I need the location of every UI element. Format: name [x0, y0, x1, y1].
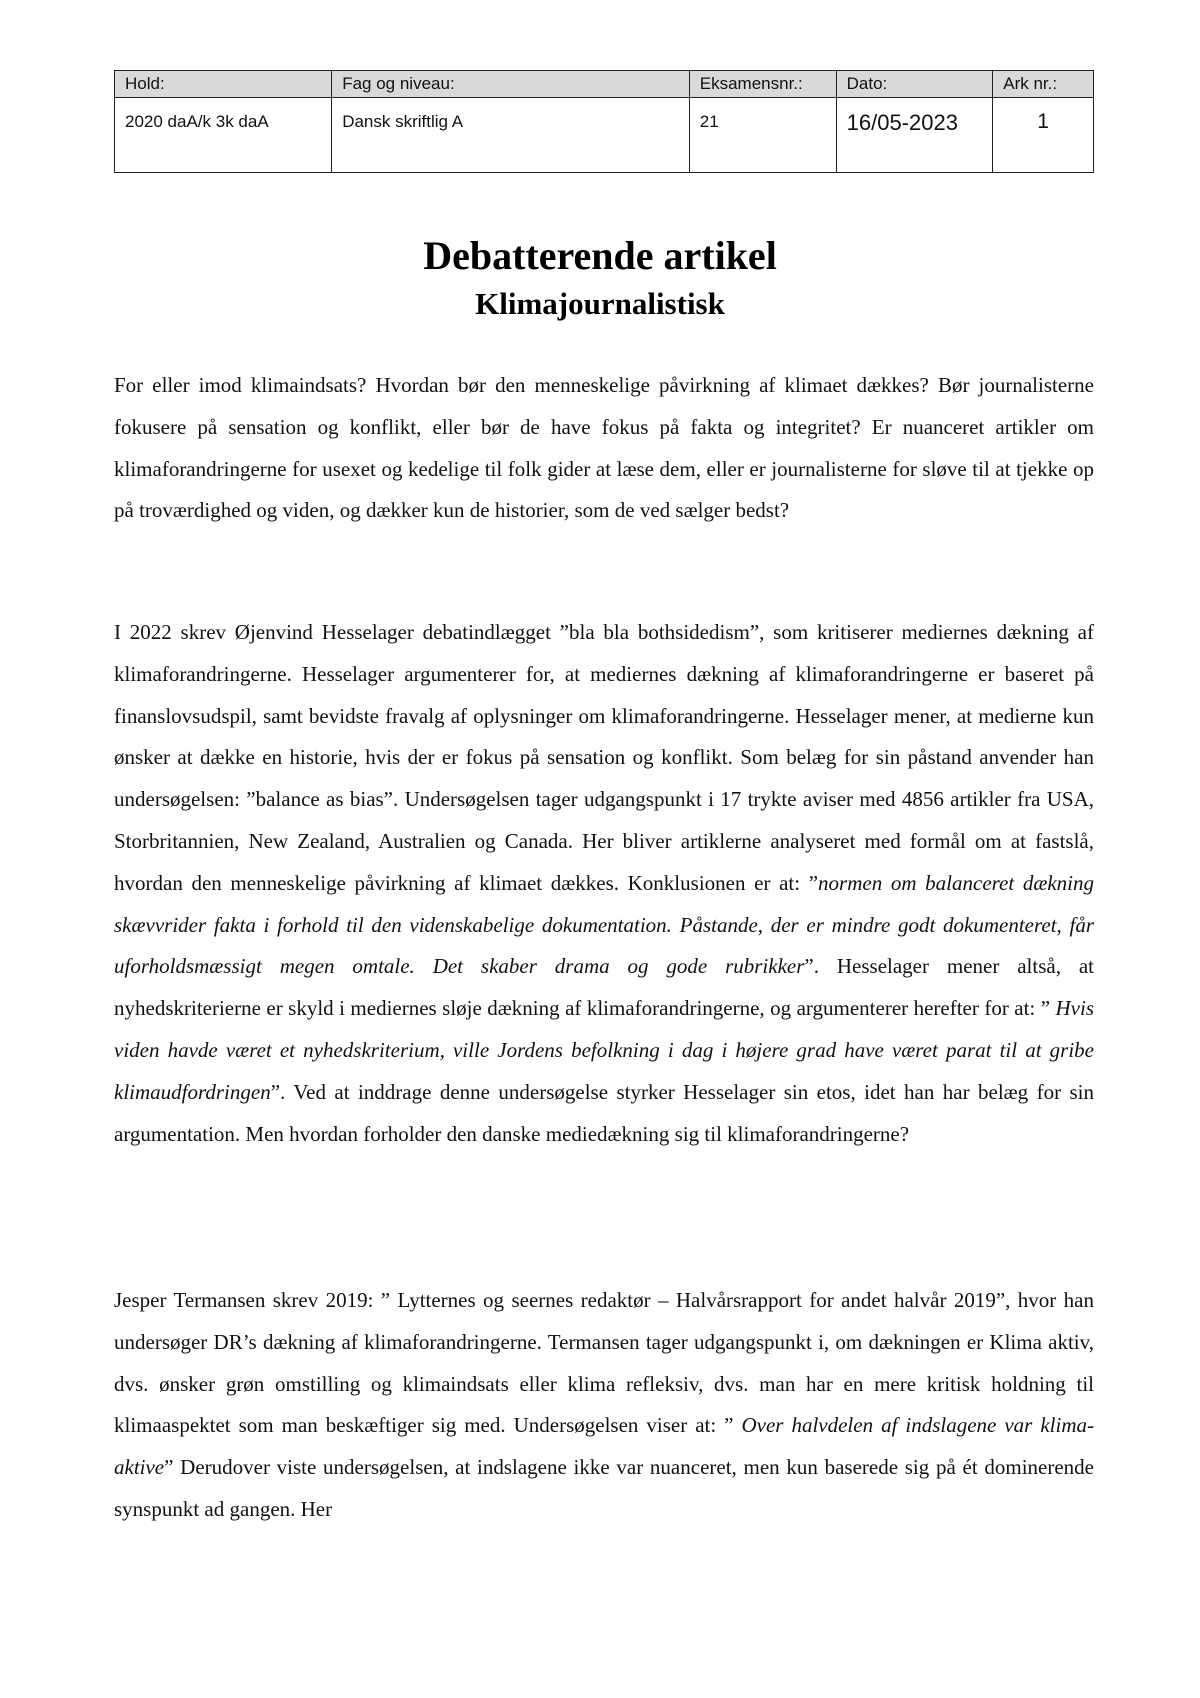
header-row-labels [115, 71, 1094, 98]
paragraph-hesselager-text-1: I 2022 skrev Øjenvind Hesselager debatindlægget ”bla bla bothsidedism”, som kritiserer mediernes dækning af klimaforandringerne. Hesselager argumenterer for, at mediernes dækning af klimaforandringerne er baseret på finanslovsudspil, samt bevidste fravalg af oplysninger om klimaforandringerne. Hesselager mener, at medierne kun ønsker at dække en historie, hvis der er fokus på sensation og konflikt. Som belæg for sin påstand anvender han undersøgelsen: ”balance as bias”. Undersøgelsen tager udgangspunkt i 17 trykte aviser med 4856 artikler fra USA, Storbritannien, New Zealand, Australien og Canada. Her bliver artiklerne analyseret med formål om at fastslå, hvordan den menneskelige påvirkning af klimaet dækkes. Konklusionen er at: ” [114, 620, 1094, 895]
quote-klima-aktive: Over halvdelen af indslagene var klima-aktive [114, 1413, 1094, 1480]
paragraph-hesselager [114, 612, 1094, 1155]
header-label-hold: Hold: [115, 71, 332, 98]
paragraph-termansen [114, 1280, 1094, 1531]
document-subtitle: Klimajournalistisk [475, 286, 725, 321]
paragraph-termansen-text-2: ” Derudover viste undersøgelsen, at indslagene ikke var nuanceret, men kun baserede sig på ét dominerende synspunkt ad gangen. Her [114, 1455, 1094, 1521]
header-label-fag: Fag og niveau: [332, 71, 690, 98]
paragraph-termansen-text-1: Jesper Termansen skrev 2019: ” Lytternes og seernes redaktør – Halvårsrapport for andet halvår 2019”, hvor han undersøger DR’s dækning af klimaforandringerne. Termansen tager udgangspunkt i, om dækningen er Klima aktiv, dvs. ønsker grøn omstilling og klimaindsats eller klima refleksiv, dvs. man har en mere kritisk holdning til klimaaspektet som man beskæftiger sig med. Undersøgelsen viser at: ” [114, 1288, 1094, 1438]
quote-nyhedskriterium: Hvis viden havde været et nyhedskriterium, ville Jordens befolkning i dag i højere grad have været parat til at gribe klimaudfordringen [114, 996, 1094, 1104]
header-label-eksamensnr: Eksamensnr.: [689, 71, 836, 98]
quote-balance-as-bias: normen om balanceret dækning skævvrider fakta i forhold til den videnskabelige dokumentation. Påstande, der er mindre godt dokumenteret, får uforholdsmæssigt megen omtale. Det skaber drama og gode rubrikker [114, 870, 1094, 979]
header-value-eksamensnr: 21 [689, 98, 836, 173]
exam-header-table [114, 70, 1094, 173]
header-row-values [115, 98, 1094, 173]
paragraph-hesselager-text-2: ”. Hesselager mener altså, at nyhedskriterierne er skyld i mediernes sløje dækning af klimaforandringerne, og argumenterer herefter for at: ” [114, 954, 1094, 1021]
header-value-ark: 1 [993, 98, 1094, 173]
header-value-hold: 2020 daA/k 3k daA [115, 98, 332, 173]
header-label-dato: Dato: [836, 71, 993, 98]
header-label-ark: Ark nr.: [993, 71, 1094, 98]
paragraph-intro [114, 365, 1094, 532]
header-value-dato: 16/05-2023 [836, 98, 993, 173]
document-title: Debatterende artikel [423, 233, 777, 278]
header-value-fag: Dansk skriftlig A [332, 98, 690, 173]
paragraph-hesselager-text-3: ”. Ved at inddrage denne undersøgelse styrker Hesselager sin etos, idet han har belæg for sin argumentation. Men hvordan forholder den danske mediedækning sig til klimaforandringerne? [114, 1079, 1094, 1146]
paragraph-intro-text: For eller imod klimaindsats? Hvordan bør den menneskelige påvirkning af klimaet dækkes? Bør journalisterne fokusere på sensation og konflikt, eller bør de have fokus på fakta og integritet? Er nuanceret artikler om klimaforandringerne for usexet og kedelige til folk gider at læse dem, eller er journalisterne for sløve til at tjekke op på troværdighed og viden, og dækker kun de historier, som de ved sælger bedst? [114, 373, 1094, 523]
